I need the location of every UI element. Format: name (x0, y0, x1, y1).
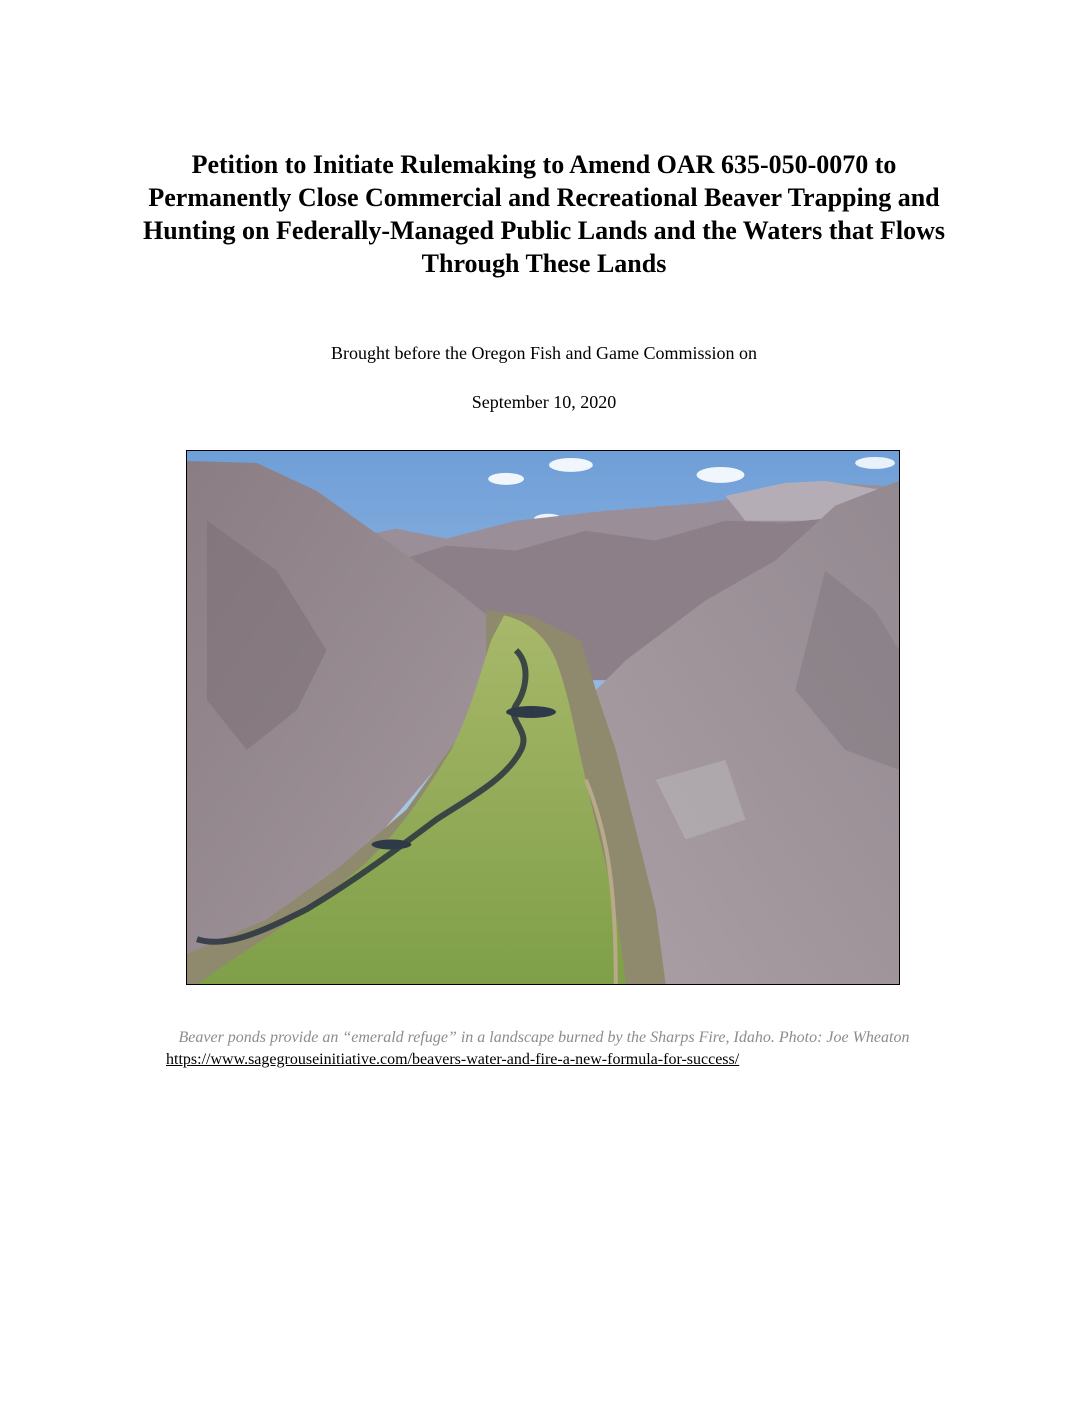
subtitle: Brought before the Oregon Fish and Game Commission on (331, 343, 757, 363)
document-date: September 10, 2020 (471, 392, 617, 412)
landscape-photo (186, 450, 900, 985)
photo-illustration (187, 451, 899, 984)
source-link[interactable]: https://www.sagegrouseinitiative.com/beavers-water-and-fire-a-new-formula-for-success/ (166, 1051, 740, 1068)
photo-caption: Beaver ponds provide an “emerald refuge” in a landscape burned by the Sharps Fire, Idaho. Photo: Joe Wheaton (178, 1029, 910, 1046)
document-title (80, 148, 1008, 280)
title-line: Permanently Close Commercial and Recreational Beaver Trapping and (148, 183, 940, 212)
title-line: Petition to Initiate Rulemaking to Amend OAR 635-050-0070 to (191, 150, 897, 179)
title-line: Hunting on Federally-Managed Public Lands and the Waters that Flows (143, 216, 945, 245)
title-line: Through These Lands (421, 249, 667, 278)
